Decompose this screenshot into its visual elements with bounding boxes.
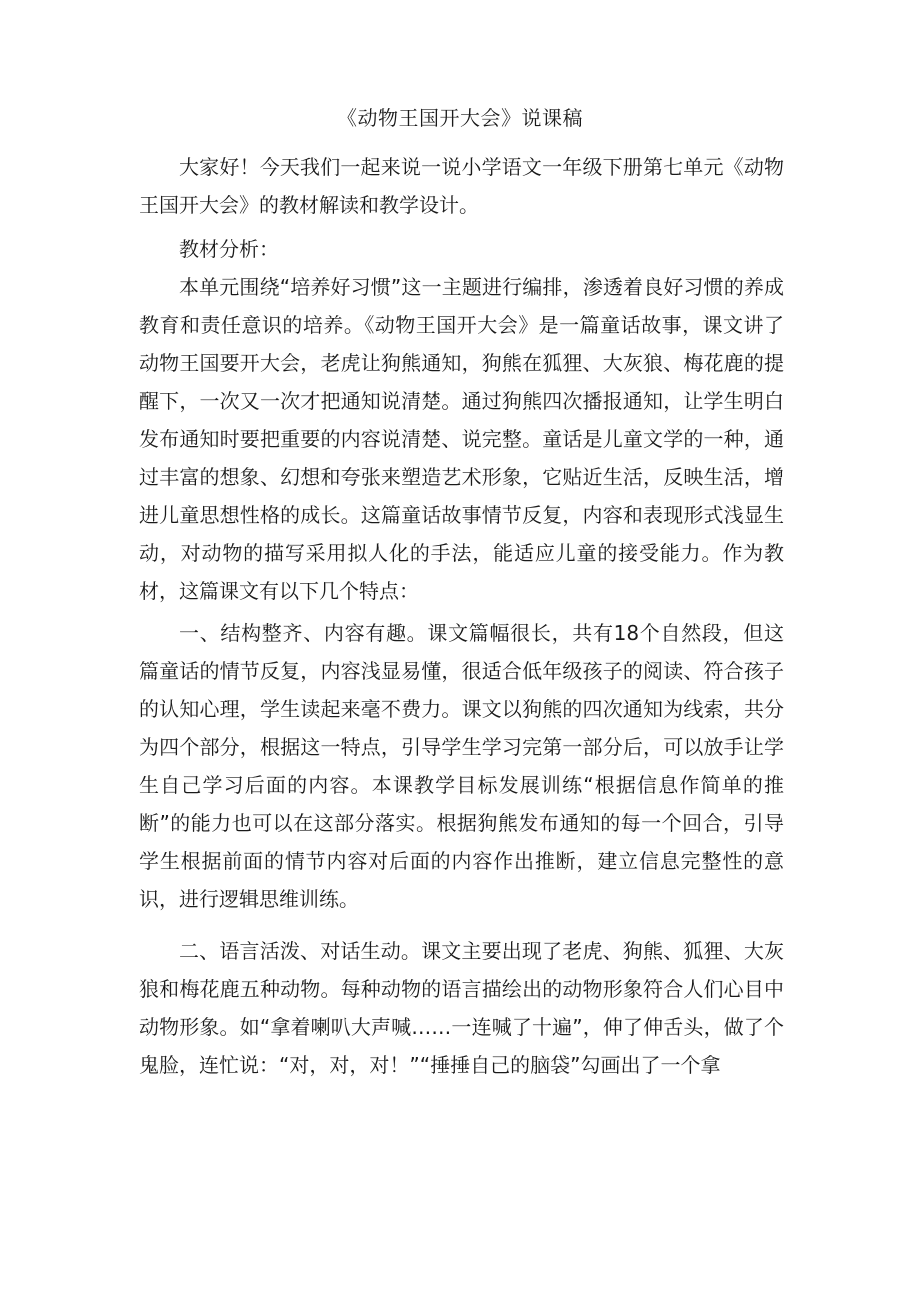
document-title: 《动物王国开大会》说课稿 [337, 106, 583, 130]
document-body [139, 148, 784, 1084]
intro-paragraph: 大家好！今天我们一起来说一说小学语文一年级下册第七单元《动物王国开大会》的教材解读和教学设计。 [139, 155, 784, 217]
feature-one-paragraph: 一、结构整齐、内容有趣。课文篇幅很长，共有18个自然段，但这篇童话的情节反复，内容浅显易懂，很适合低年级孩子的阅读、符合孩子的认知心理，学生读起来毫不费力。课文以狗熊的四次通知为线索，共分为四个部分，根据这一特点，引导学生学习完第一部分后，可以放手让学生自己学习后面的内容。本课教学目标发展训练“根据信息作简单的推断”的能力也可以在这部分落实。根据狗熊发布通知的每一个回合，引导学生根据前面的情节内容对后面的内容作出推断，建立信息完整性的意识，进行逻辑思维训练。 [139, 621, 784, 911]
unit-overview-paragraph: 本单元围绕“培养好习惯”这一主题进行编排，渗透着良好习惯的养成教育和责任意识的培养。《动物王国开大会》是一篇童话故事，课文讲了动物王国要开大会，老虎让狗熊通知，狗熊在狐狸、大灰狼、梅花鹿的提醒下，一次又一次才把通知说清楚。通过狗熊四次播报通知，让学生明白发布通知时要把重要的内容说清楚、说完整。童话是儿童文学的一种，通过丰富的想象、幻想和夸张来塑造艺术形象，它贴近生活，反映生活，增进儿童思想性格的成长。这篇童话故事情节反复，内容和表现形式浅显生动，对动物的描写采用拟人化的手法，能适应儿童的接受能力。作为教材，这篇课文有以下几个特点： [139, 275, 784, 603]
section-heading-textbook-analysis: 教材分析： [179, 237, 279, 261]
feature-two-paragraph: 二、语言活泼、对话生动。课文主要出现了老虎、狗熊、狐狸、大灰狼和梅花鹿五种动物。每种动物的语言描绘出的动物形象符合人们心目中动物形象。如“拿着喇叭大声喊……一连喊了十遍”，伸了伸舌头，做了个鬼脸，连忙说：“对，对，对！”“捶捶自己的脑袋”勾画出了一个拿 [139, 939, 784, 1077]
